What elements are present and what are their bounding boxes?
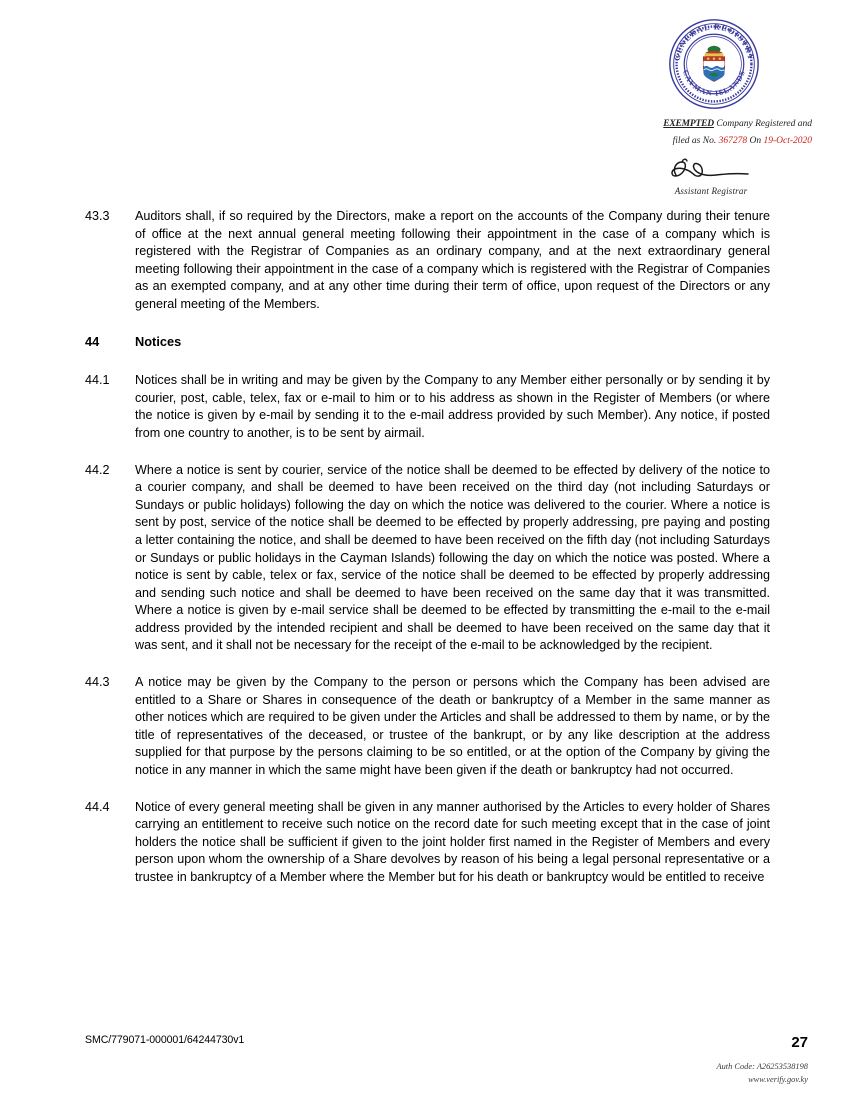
heading-number: 44 bbox=[85, 333, 100, 349]
registrar-title: Assistant Registrar bbox=[674, 186, 748, 197]
general-registry-seal-icon bbox=[666, 16, 762, 112]
clause-number: 44.3 bbox=[85, 675, 110, 690]
clause-text: Notices shall be in writing and may be given by the Company to any Member either personally or by sending it by courier, post, cable, telex, fax or e-mail to him or to his address as shown in the Register of Members (or where the notice is given by e-mail by sending it to the e-mail address provided by such Member). Any notice, if posted from one country to another, is to be sent by airmail. bbox=[135, 373, 770, 440]
registry-stamp bbox=[614, 14, 814, 196]
clause-text: A notice may be given by the Company to the person or persons which the Company has been advised are entitled to a Share or Shares in consequence of the death or bankruptcy of a Member in the same manner as other notices which are required to be given under the Articles and shall be addressed to them by name, or by the title of representatives of the deceased, or trustee of the bankrupt, or by any like description at the address supplied for that purpose by the persons claiming to be so entitled, or at the option of the Company by giving the notice in any manner in which the same might have been given if the death or bankruptcy had not occurred. bbox=[135, 675, 770, 778]
clause-text: Where a notice is sent by courier, service of the notice shall be deemed to be effected by delivery of the notice to a courier company, and shall be deemed to have been received on the third day (not including Saturdays or Sundays or public holidays) following the day on which the notice was delivered to the courier. Where a notice is sent by post, service of the notice shall be deemed to be effected by properly addressing, pre paying and posting a letter containing the notice, and shall be deemed to have been received on the fifth day (not including Saturdays or Sundays or public holidays in the Cayman Islands) following the day on which the notice was posted. Where a notice is sent by cable, telex or fax, service of the notice shall be deemed to be effected by properly addressing and sending such notice and shall be deemed to have been received on the same day that it was transmitted. Where a notice is given by e-mail service shall be deemed to be effected by transmitting the e-mail to the e-mail address provided by the intended recipient and shall be deemed to have been received on the same day that it was sent, and it shall not be necessary for the receipt of the e-mail to be acknowledged by the recipient. bbox=[135, 462, 770, 653]
stamp-filed-prefix: filed as No. bbox=[672, 135, 719, 146]
clause-text: Auditors shall, if so required by the Directors, make a report on the accounts of the Company during their tenure of office at the next annual general meeting following their appointment in the case of a company which is registered with the Registrar of Companies as an ordinary company, and at the next extraordinary general meeting following their appointment in the case of a company which is registered with the Registrar of Companies as an exempted company, and at any other time during their term of office, upon request of the Directors or any general meeting of the Members. bbox=[135, 209, 770, 311]
stamp-line-filed bbox=[614, 133, 812, 150]
clause-number: 44.4 bbox=[85, 799, 110, 814]
clause-43-3 bbox=[85, 208, 770, 314]
footer-main-row bbox=[85, 1034, 814, 1051]
auth-code: Auth Code: A26253538198 bbox=[716, 1062, 808, 1071]
stamp-exempted-label: EXEMPTED bbox=[663, 119, 714, 129]
page-footer bbox=[85, 1028, 814, 1100]
stamp-registered-text: Company Registered and bbox=[713, 119, 812, 129]
registrar-signature-block bbox=[614, 155, 814, 196]
clause-number: 43.3 bbox=[85, 209, 110, 223]
clause-number: 44.1 bbox=[85, 373, 110, 388]
stamp-line-registered bbox=[614, 116, 812, 133]
verify-url: www.verify.gov.ky bbox=[748, 1075, 808, 1085]
clause-44-2 bbox=[85, 462, 770, 656]
handwritten-signature-icon bbox=[656, 155, 766, 185]
authentication-block bbox=[717, 1060, 809, 1086]
stamp-file-date: 19-Oct-2020 bbox=[763, 135, 812, 146]
seal-container bbox=[614, 14, 814, 114]
clause-text: Notice of every general meeting shall be given in any manner authorised by the Articles to every holder of Shares carrying an entitlement to receive such notice on the record date for such meeting except that in the case of joint holders the notice shall be sufficient if given to the joint holder first named in the Register of Members and every person upon whom the ownership of a Share devolves by reason of his being a legal personal representative or a trustee in bankruptcy of a Member where the Member but for his death or bankruptcy would be entitled to receive bbox=[135, 799, 770, 884]
document-reference: SMC/779071-000001/64244730v1 bbox=[85, 1034, 245, 1046]
clause-44-1 bbox=[85, 372, 770, 442]
stamp-registration-text bbox=[614, 116, 814, 149]
svg-text:GENERAL REGISTRY: GENERAL REGISTRY bbox=[672, 22, 756, 62]
stamp-on-word: On bbox=[747, 135, 764, 146]
clause-44-4 bbox=[85, 799, 770, 887]
clause-number: 44.2 bbox=[85, 462, 110, 477]
section-heading-44 bbox=[85, 333, 770, 351]
svg-text:CAYMAN ISLANDS: CAYMAN ISLANDS bbox=[680, 68, 747, 98]
clause-44-3 bbox=[85, 674, 770, 780]
document-body bbox=[85, 208, 770, 906]
heading-title: Notices bbox=[135, 333, 182, 349]
page-number: 27 bbox=[791, 1034, 808, 1051]
stamp-file-number: 367278 bbox=[718, 135, 748, 146]
